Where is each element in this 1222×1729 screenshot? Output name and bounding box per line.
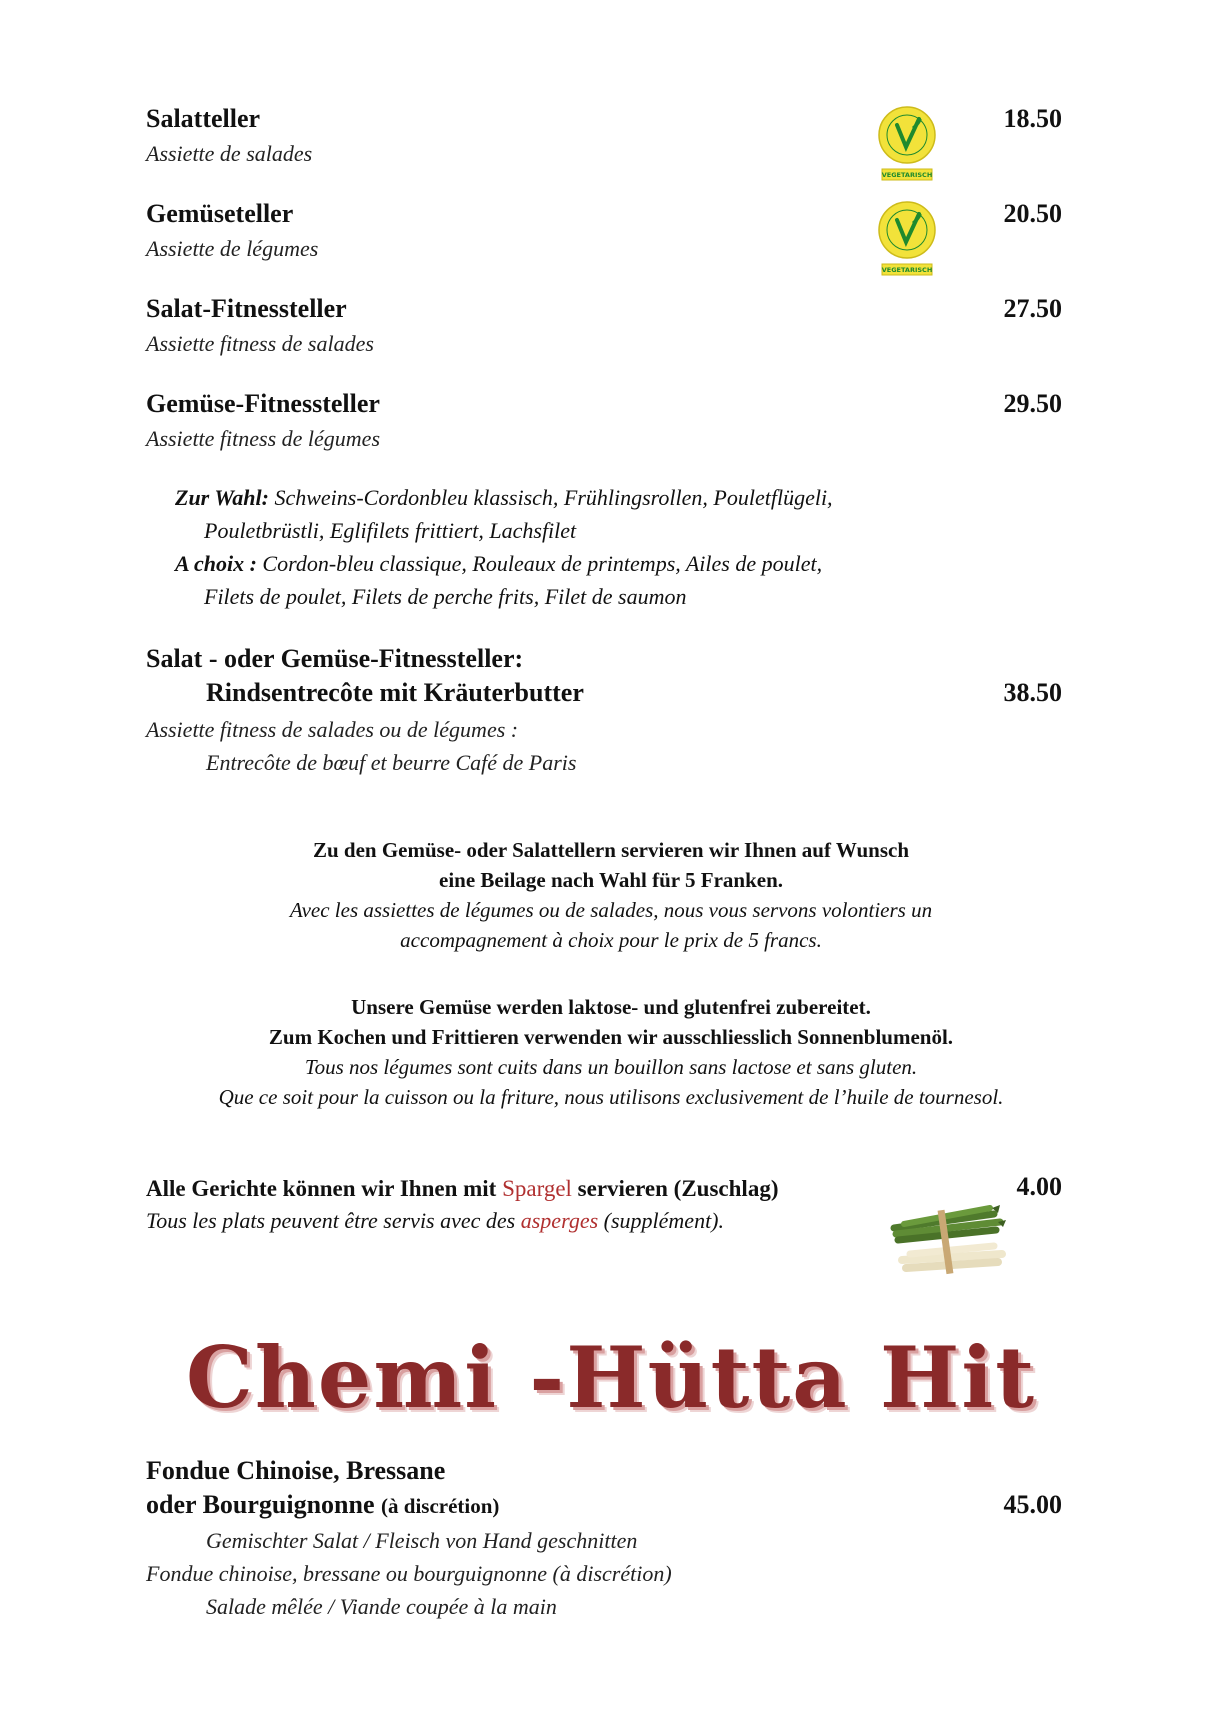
note1-fr-line2: accompagnement à choix pour le prix de 5 francs. — [400, 928, 822, 952]
hit-sub3: Salade mêlée / Viande coupée à la main — [206, 1594, 557, 1619]
choice-fr-label: A choix : — [175, 551, 257, 576]
note2-de-line2: Zum Kochen und Frittieren verwenden wir ausschliesslich Sonnenblumenöl. — [268, 1025, 954, 1049]
item-price-gemuese-fitnessteller: 29.50 — [1003, 389, 1062, 418]
asparagus-price: 4.00 — [1016, 1172, 1062, 1201]
item-price-salatteller: 18.50 — [1003, 104, 1062, 133]
note1-fr-line1: Avec les assiettes de légumes ou de salades, nous vous servons volontiers un — [289, 898, 933, 922]
asparagus-fr-post: (supplément). — [598, 1208, 725, 1233]
item-subtitle-salat-fitnessteller: Assiette fitness de salades — [146, 331, 374, 356]
v-label-vegetarian-icon — [876, 105, 938, 183]
hit-title2-main: oder Bourguignonne — [146, 1490, 375, 1519]
hit-price: 45.00 — [1003, 1490, 1062, 1519]
choice-de-label: Zur Wahl: — [175, 485, 269, 510]
hit-title1: Fondue Chinoise, Bressane — [146, 1456, 446, 1485]
v-label-text: VEGETARISCH — [881, 266, 933, 274]
choice-de-line1 — [175, 481, 833, 514]
asparagus-de-line — [146, 1174, 778, 1204]
note1-de-line2: eine Beilage nach Wahl für 5 Franken. — [439, 868, 783, 892]
asparagus-de-red: Spargel — [502, 1176, 572, 1201]
item-subtitle-gemueseteller: Assiette de légumes — [146, 236, 319, 261]
hit-title2 — [146, 1490, 499, 1521]
hit-sub1: Gemischter Salat / Fleisch von Hand geschnitten — [206, 1528, 638, 1553]
choice-fr-text1: Cordon-bleu classique, Rouleaux de printemps, Ailes de poulet, — [262, 551, 823, 576]
hit-title2-small: (à discrétion) — [381, 1494, 500, 1518]
note2-fr-line2: Que ce soit pour la cuisson ou la friture, nous utilisons exclusivement de l’huile de tournesol. — [218, 1085, 1004, 1109]
asparagus-de-pre: Alle Gerichte können wir Ihnen mit — [146, 1176, 503, 1201]
choice-fr-line1 — [175, 547, 822, 580]
asparagus-fr-pre: Tous les plats peuvent être servis avec des — [146, 1208, 521, 1233]
asparagus-fr-red: asperges — [520, 1208, 599, 1233]
item-price-gemueseteller: 20.50 — [1003, 199, 1062, 228]
v-label-vegetarian-icon — [876, 200, 938, 278]
v-label-text: VEGETARISCH — [881, 171, 933, 179]
item-price-salat-fitnessteller: 27.50 — [1003, 294, 1062, 323]
choice-fr-line2: Filets de poulet, Filets de perche frits, Filet de saumon — [204, 584, 687, 609]
entrecote-title2: Rindsentrecôte mit Kräuterbutter — [206, 678, 584, 707]
item-title-salat-fitnessteller: Salat-Fitnessteller — [146, 294, 347, 323]
note2-de-line1: Unsere Gemüse werden laktose- und glutenfrei zubereitet. — [351, 995, 871, 1019]
item-title-salatteller: Salatteller — [146, 104, 261, 133]
entrecote-title1: Salat - oder Gemüse-Fitnessteller: — [146, 644, 524, 673]
choice-de-text1: Schweins-Cordonbleu klassisch, Frühlingsrollen, Pouletflügeli, — [274, 485, 833, 510]
item-title-gemuese-fitnessteller: Gemüse-Fitnessteller — [146, 389, 380, 418]
asparagus-bundle-icon — [884, 1198, 1012, 1282]
hit-sub2: Fondue chinoise, bressane ou bourguignonne (à discrétion) — [146, 1561, 672, 1586]
note1-de-line1: Zu den Gemüse- oder Salattellern servieren wir Ihnen auf Wunsch — [312, 838, 909, 862]
hit-heading: Chemi -Hütta Hit — [185, 1328, 1037, 1427]
choice-de-line2: Pouletbrüstli, Eglifilets frittiert, Lachsfilet — [204, 518, 577, 543]
entrecote-price: 38.50 — [1003, 678, 1062, 707]
asparagus-fr-line — [146, 1207, 724, 1235]
item-subtitle-gemuese-fitnessteller: Assiette fitness de légumes — [146, 426, 381, 451]
asparagus-de-post: servieren (Zuschlag) — [571, 1176, 779, 1201]
entrecote-sub2: Entrecôte de bœuf et beurre Café de Paris — [206, 750, 577, 775]
note2-fr-line1: Tous nos légumes sont cuits dans un bouillon sans lactose et sans gluten. — [304, 1055, 918, 1079]
entrecote-sub1: Assiette fitness de salades ou de légumes : — [146, 717, 519, 742]
item-title-gemueseteller: Gemüseteller — [146, 199, 294, 228]
item-subtitle-salatteller: Assiette de salades — [146, 141, 313, 166]
